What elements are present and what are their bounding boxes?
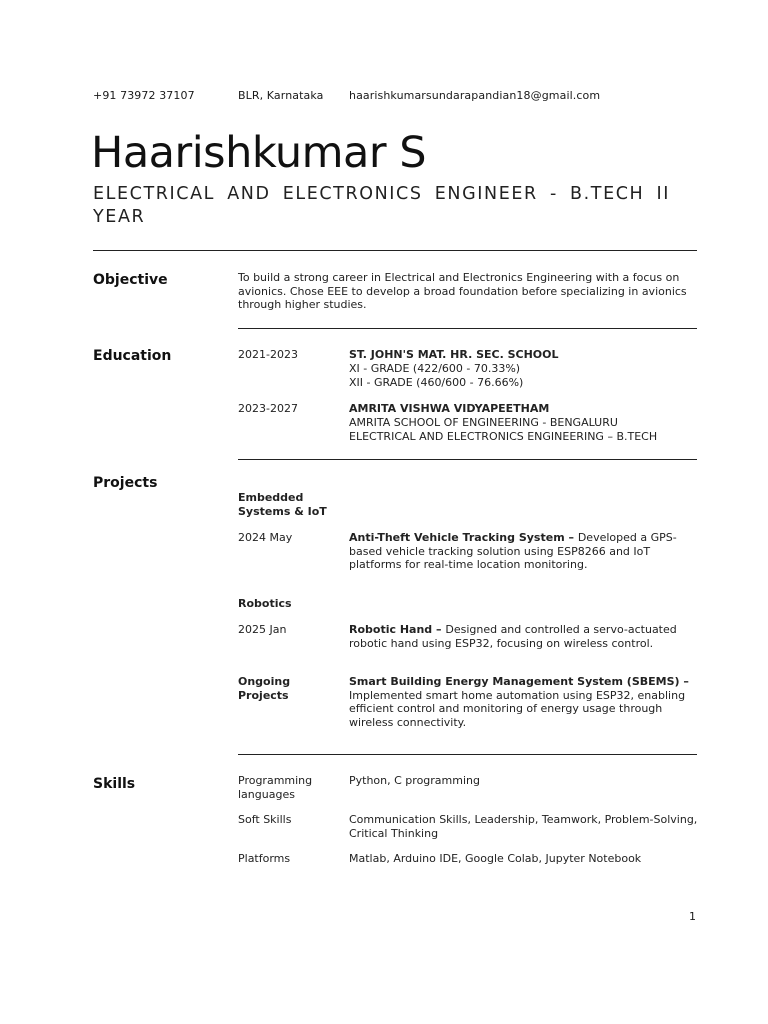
skill-label: Platforms <box>238 852 291 865</box>
project-dash: – <box>432 623 446 636</box>
objective-text: To build a strong career in Electrical and Electronics Engineering with a focus on avionics. Chose EEE to develop a broad foundation before specializing in avionics through higher studies. <box>238 271 687 311</box>
education-school: AMRITA VISHWA VIDYAPEETHAM <box>349 402 550 415</box>
candidate-name: Haarishkumar S <box>91 128 427 178</box>
project-description: Developed a GPS-based vehicle tracking solution using ESP8266 and IoT platforms for real-time location monitoring. <box>349 531 677 571</box>
education-detail: XI - GRADE (422/600 - 70.33%) <box>349 362 521 375</box>
education-divider <box>238 459 697 460</box>
education-detail: ELECTRICAL AND ELECTRONICS ENGINEERING – B.TECH <box>349 430 658 443</box>
section-title-education: Education <box>93 348 172 364</box>
skill-value: Python, C programming <box>349 774 480 787</box>
objective-divider <box>238 328 697 329</box>
contact-location: BLR, Karnataka <box>238 89 324 102</box>
project-description: Implemented smart home automation using ESP32, enabling efficient control and monitoring of energy usage through wireless connectivity. <box>349 688 686 729</box>
section-title-objective: Objective <box>93 272 168 288</box>
project-category: Embedded <box>238 491 304 504</box>
project-description: Designed and controlled a servo-actuated robotic hand using ESP32, focusing on wireless control. <box>349 623 677 650</box>
header-divider <box>93 250 697 251</box>
education-years: 2021-2023 <box>238 348 298 361</box>
skill-label: languages <box>238 788 295 801</box>
project-category: Ongoing <box>238 675 291 688</box>
page-number: 1 <box>689 910 696 923</box>
project-dash: – <box>679 675 689 688</box>
project-dash: – <box>564 531 578 544</box>
projects-divider <box>238 754 697 755</box>
project-category: Projects <box>238 689 289 702</box>
project-date: 2024 May <box>238 531 293 544</box>
project-date: 2025 Jan <box>238 623 287 636</box>
project-entry <box>349 623 699 650</box>
skill-label: Soft Skills <box>238 813 292 826</box>
project-category: Systems & IoT <box>238 505 327 518</box>
education-detail: XII - GRADE (460/600 - 76.66%) <box>349 376 524 389</box>
project-entry <box>349 675 699 729</box>
project-entry <box>349 531 699 572</box>
contact-email: haarishkumarsundarapandian18@gmail.com <box>349 89 601 102</box>
project-name: Robotic Hand <box>349 623 433 636</box>
education-school: ST. JOHN'S MAT. HR. SEC. SCHOOL <box>349 348 559 361</box>
section-title-skills: Skills <box>93 776 136 792</box>
project-name: Anti-Theft Vehicle Tracking System <box>349 531 565 544</box>
education-years: 2023-2027 <box>238 402 298 415</box>
skill-value: Matlab, Arduino IDE, Google Colab, Jupyter Notebook <box>349 852 642 865</box>
skill-label: Programming <box>238 774 313 787</box>
education-detail: AMRITA SCHOOL OF ENGINEERING - BENGALURU <box>349 416 618 429</box>
candidate-title: ELECTRICAL AND ELECTRONICS ENGINEER - B.TECH II YEAR <box>93 184 670 227</box>
skill-value: Communication Skills, Leadership, Teamwork, Problem-Solving, Critical Thinking <box>349 813 698 840</box>
project-name: Smart Building Energy Management System (SBEMS) <box>349 675 680 688</box>
project-category: Robotics <box>238 597 292 610</box>
contact-phone: +91 73972 37107 <box>93 89 195 102</box>
section-title-projects: Projects <box>93 475 158 491</box>
